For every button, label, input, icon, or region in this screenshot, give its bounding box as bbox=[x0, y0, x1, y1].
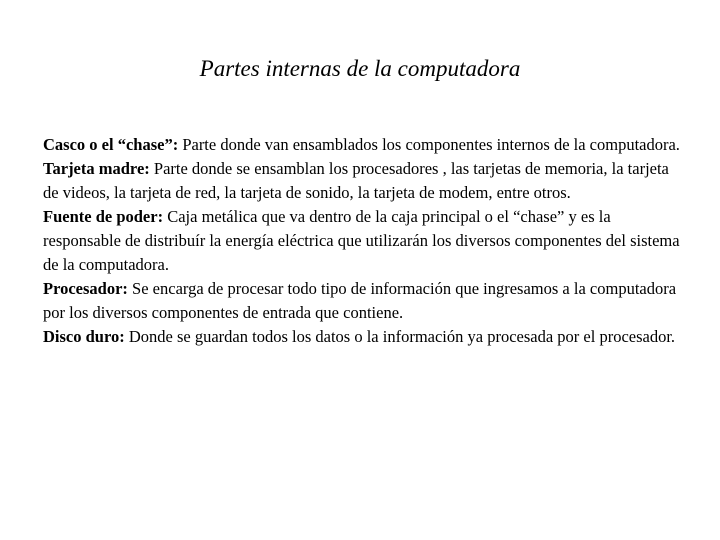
slide-title: Partes internas de la computadora bbox=[199, 56, 521, 81]
definition-term: Disco duro: bbox=[43, 327, 125, 346]
definition-list bbox=[43, 133, 683, 349]
definition-text: Caja metálica que va dentro de la caja principal o el “chase” y es la responsable de distribuír la energía eléctrica que utilizarán los diversos componentes del sistema de la computadora. bbox=[43, 207, 680, 274]
definition-text: Se encarga de procesar todo tipo de información que ingresamos a la computadora por los diversos componentes de entrada que contiene. bbox=[43, 279, 677, 322]
definition-item-tarjeta-madre bbox=[43, 157, 683, 205]
definition-term: Casco o el “chase”: bbox=[43, 135, 179, 154]
definition-item-casco bbox=[43, 133, 683, 157]
definition-item-procesador bbox=[43, 277, 683, 325]
definition-term: Tarjeta madre: bbox=[43, 159, 150, 178]
definition-text: Parte donde van ensamblados los componentes internos de la computadora. bbox=[178, 135, 680, 154]
definition-item-disco-duro bbox=[43, 325, 683, 349]
definition-term: Fuente de poder: bbox=[43, 207, 164, 226]
definition-text: Parte donde se ensamblan los procesadores , las tarjetas de memoria, la tarjeta de videos, la tarjeta de red, la tarjeta de sonido, la tarjeta de modem, entre otros. bbox=[43, 159, 669, 202]
definition-text: Donde se guardan todos los datos o la información ya procesada por el procesador. bbox=[124, 327, 676, 346]
definition-term: Procesador: bbox=[43, 279, 128, 298]
definition-item-fuente-de-poder bbox=[43, 205, 683, 277]
